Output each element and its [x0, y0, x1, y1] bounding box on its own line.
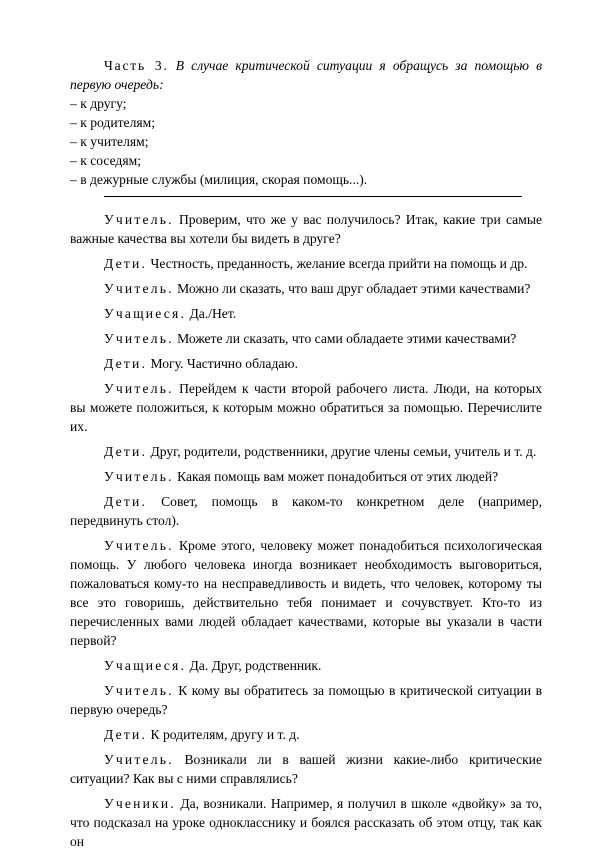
speaker: Дети. — [104, 727, 148, 742]
dialogue-line — [70, 379, 542, 436]
speaker: Ученики. — [104, 796, 176, 811]
dialogue-line — [70, 354, 542, 373]
dialogue-line — [70, 656, 542, 675]
dialogue-line — [70, 254, 542, 273]
speech: Честность, преданность, желание всегда прийти на помощь и др. — [150, 256, 528, 271]
speaker: Учитель. — [104, 683, 174, 698]
speech: Совет, помощь в каком-то конкретном деле (например, передвинуть стол). — [70, 494, 542, 528]
speech: К кому вы обратитесь за помощью в критической ситуации в первую очередь? — [70, 683, 542, 717]
dialogue-line — [70, 329, 542, 348]
speech: Да./Нет. — [189, 306, 237, 321]
option-neighbors: – к соседям; — [70, 153, 141, 168]
speech: Друг, родители, родственники, другие члены семьи, учитель и т. д. — [150, 444, 537, 459]
dialogue-line — [70, 750, 542, 788]
dialogue-line — [70, 210, 542, 248]
speaker: Учитель. — [104, 469, 174, 484]
dialogue-line — [70, 725, 542, 744]
speech: Да. Друг, родственник. — [189, 658, 322, 673]
option-friend: – к другу; — [70, 96, 127, 111]
part3-heading — [70, 56, 542, 94]
speaker: Дети. — [104, 356, 148, 371]
option-parents: – к родителям; — [70, 115, 155, 130]
speech: Кроме этого, человеку может понадобиться психологическая помощь. У любого человека иногда возникает необходимость выговориться, пожаловаться кому-то на несправедливость и видеть, что человек, которому ты все это говоришь, действительно тебя понимает и сочувствует. Кто-то из перечисленных вами людей обладает качествами, которые вы указали в части первой? — [70, 538, 542, 648]
speech: Возникали ли в вашей жизни какие-либо критические ситуации? Как вы с ними справлялись? — [70, 752, 542, 786]
dialogue-line — [70, 304, 542, 323]
speech: Можете ли сказать, что сами обладаете этими качествами? — [177, 331, 517, 346]
option-emergency-services: – в дежурные службы (милиция, скорая помощь...). — [70, 172, 368, 187]
dialogue-line — [70, 279, 542, 298]
dialogue-line — [70, 681, 542, 719]
speaker: Учитель. — [104, 281, 174, 296]
speech: Да, возникали. Например, я получил в школе «двойку» за то, что подсказал на уроке однокласснику и боялся рассказать об этом отцу, так как он — [70, 796, 543, 849]
section-divider — [104, 196, 522, 197]
speaker: Дети. — [104, 256, 148, 271]
speech: Перейдем к части второй рабочего листа. Люди, на которых вы можете положиться, к которым можно обратиться за помощью. Перечислите их. — [70, 381, 542, 434]
speaker: Учитель. — [104, 331, 174, 346]
speaker: Учитель. — [104, 752, 174, 767]
part3-question: В случае критической ситуации я обращусь за помощью в первую очередь: — [70, 58, 542, 92]
option-teachers: – к учителям; — [70, 134, 149, 149]
dialogue-line — [70, 467, 542, 486]
dialogue-line — [70, 492, 542, 530]
speaker: Дети. — [104, 494, 148, 509]
speaker: Учащиеся. — [104, 306, 187, 321]
part3-label: Часть 3. — [104, 58, 169, 73]
speaker: Дети. — [104, 444, 148, 459]
speech: К родителям, другу и т. д. — [150, 727, 300, 742]
speaker: Учитель. — [104, 381, 174, 396]
dialogue — [70, 210, 542, 857]
speech: Можно ли сказать, что ваш друг обладает этими качествами? — [177, 281, 531, 296]
dialogue-line — [70, 442, 542, 461]
part3-section — [70, 56, 542, 189]
speaker: Учащиеся. — [104, 658, 187, 673]
dialogue-line — [70, 536, 542, 650]
speech: Какая помощь вам может понадобиться от этих людей? — [177, 469, 499, 484]
speech: Проверим, что же у вас получилось? Итак, какие три самые важные качества вы хотели бы видеть в друге? — [70, 212, 542, 246]
speech: Могу. Частично обладаю. — [150, 356, 298, 371]
speaker: Учитель. — [104, 538, 174, 553]
speaker: Учитель. — [104, 212, 174, 227]
dialogue-line — [70, 794, 542, 851]
